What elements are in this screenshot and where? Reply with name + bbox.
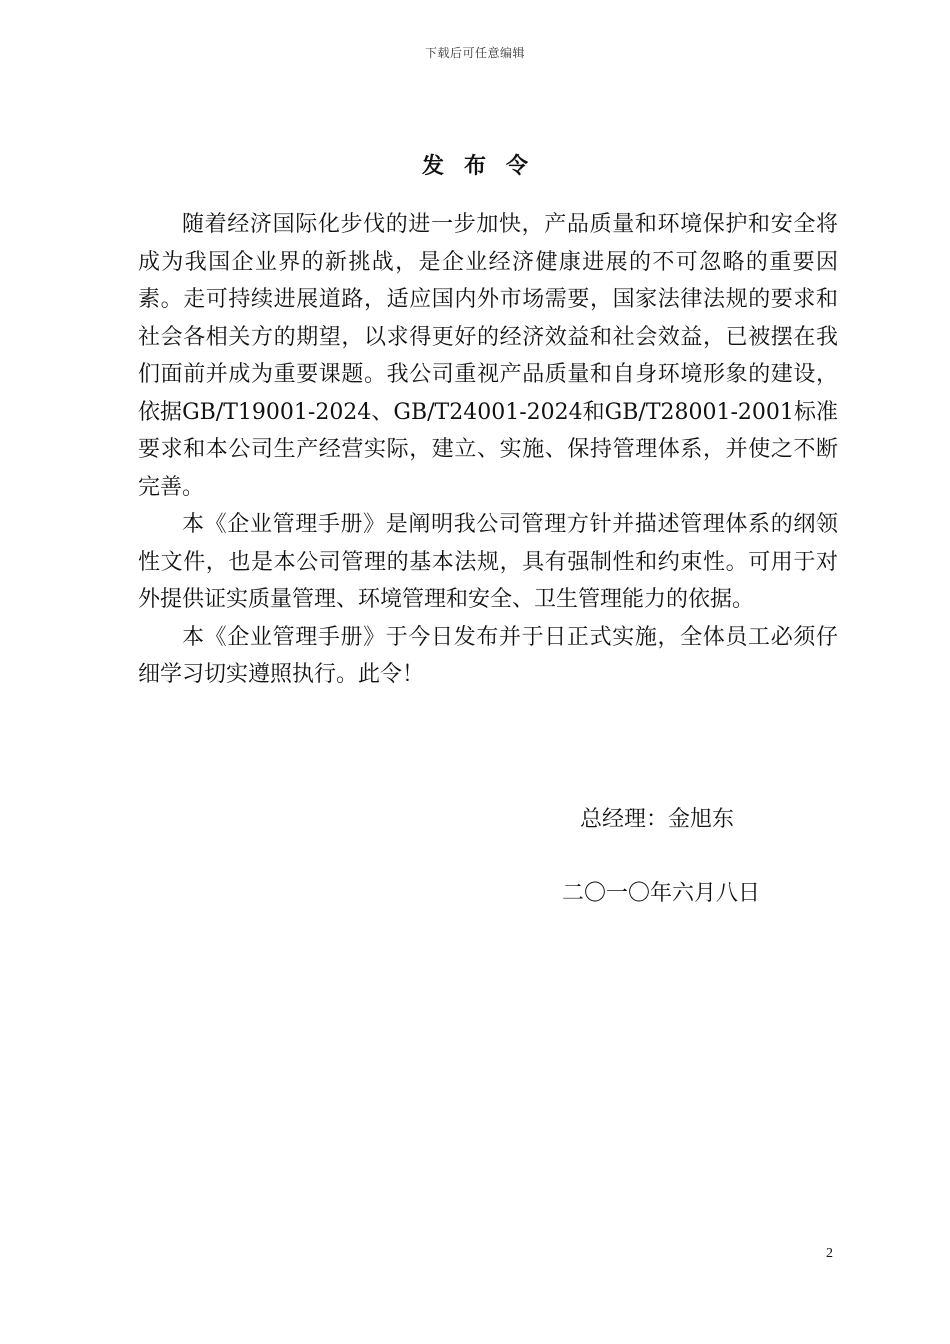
page-header-note: 下载后可任意编辑 <box>424 46 525 60</box>
document-title: 发布令 <box>421 153 548 179</box>
paragraph-manual-description: 本《企业管理手册》是阐明我公司管理方针并描述管理体系的纲领性文件，也是本公司管理的基本法规，具有强制性和约束性。可用于对外提供证实质量管理、环境管理和安全、卫生管理能力的依据。 <box>138 512 838 612</box>
paragraph-enactment: 本《企业管理手册》于今日发布并于日正式实施，全体员工必须仔细学习切实遵照执行。此令！ <box>138 624 838 687</box>
signer-line: 总经理：金旭东 <box>580 807 735 832</box>
signature-date: 二〇一〇年六月八日 <box>562 881 761 906</box>
page-number: 2 <box>826 1246 833 1261</box>
paragraph-intro: 随着经济国际化步伐的进一步加快，产品质量和环境保护和安全将成为我国企业界的新挑战，是企业经济健康进展的不可忽略的重要因素。走可持续进展道路，适应国内外市场需要，国家法律法规的要求和社会各相关方的期望，以求得更好的经济效益和社会效益，已被摆在我们面前并成为重要课题。我公司重视产品质量和自身环境形象的建设，依据GB/T19001-2024、GB/T24001-2024和GB/T28001-2001标准要求和本公司生产经营实际，建立、实施、保持管理体系，并使之不断完善。 <box>138 212 838 500</box>
document-body <box>138 206 838 694</box>
